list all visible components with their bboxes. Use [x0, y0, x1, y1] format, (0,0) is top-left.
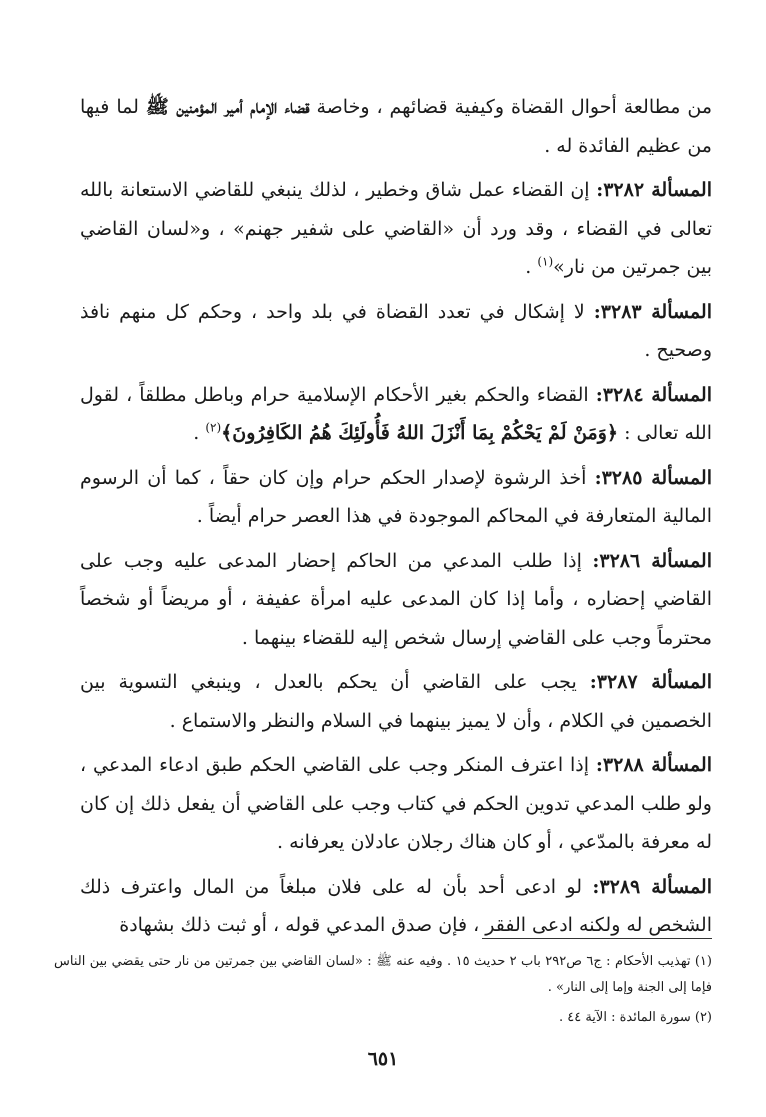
issue-paragraph-3285 [80, 459, 712, 536]
issue-paragraph-3286 [80, 542, 712, 658]
intro-bold-text: قضاء الإمام أمير المؤمنين ﷺ [145, 96, 310, 118]
issue-label: المسألة ٣٢٨٤: [595, 383, 712, 406]
issue-paragraph-3287 [80, 663, 712, 740]
issue-label: المسألة ٣٢٨٩: [592, 875, 712, 898]
issue-text: إن القضاء عمل شاق وخطير ، لذلك ينبغي للقاضي الاستعانة بالله تعالى في القضاء ، وقد ورد أن «القاضي على شفير جهنم» ، و«لسان القاضي بين جمرتين من نار» [80, 179, 712, 278]
intro-paragraph [80, 88, 712, 165]
intro-text: من مطالعة أحوال القضاة وكيفية قضائهم ، وخاصة [309, 96, 712, 118]
issue-punct: . [193, 422, 206, 444]
footnote-2: (٢) سورة المائدة : الآية ٤٤ . [558, 1010, 712, 1025]
footnote-divider [482, 938, 712, 939]
issue-label: المسألة ٣٢٨٣: [593, 300, 712, 323]
issue-text: أخذ الرشوة لإصدار الحكم حرام وإن كان حقاً ، كما أن الرسوم المالية المتعارفة في المحاكم الموجودة في هذا العصر حرام أيضاً . [80, 466, 712, 527]
issue-text: لا إشكال في تعدد القضاة في بلد واحد ، وحكم كل منهم نافذ وصحيح . [80, 300, 712, 361]
issue-text: إذا اعترف المنكر وجب على القاضي الحكم طبق ادعاء المدعي ، ولو طلب المدعي تدوين الحكم في كتاب وجب على القاضي أن يفعل ذلك إن كان له معرفة بالمدّعي ، أو كان هناك رجلان عادلان يعرفانه . [80, 754, 712, 853]
intro-rest-text: لما فيها من عظيم الفائدة له . [80, 96, 712, 157]
issue-paragraph-3288 [80, 746, 712, 862]
issue-paragraph-3289 [80, 868, 712, 945]
footnotes [54, 938, 712, 1035]
issue-paragraph-3283 [80, 293, 712, 370]
body-text [80, 88, 712, 945]
issue-label: المسألة ٣٢٨٨: [595, 754, 712, 776]
issue-text: القضاء والحكم بغير الأحكام الإسلامية حرام وباطل مطلقاً ، لقول الله تعالى : [80, 383, 712, 444]
issue-label: المسألة ٣٢٨٥: [594, 466, 712, 489]
issue-paragraph-3284 [80, 376, 712, 453]
quran-verse: ﴿وَمَنْ لَمْ يَحْكُمْ بِمَا أَنْزَلَ اللهُ فَأُولَئِكَ هُمُ الكَافِرُونَ﴾ [221, 422, 619, 444]
issue-paragraph-3282 [80, 171, 712, 287]
issue-text: يجب على القاضي أن يحكم بالعدل ، وينبغي التسوية بين الخصمين في الكلام ، وأن لا يميز بينهما في السلام والنظر والاستماع . [80, 671, 712, 732]
issue-punct: . [525, 256, 538, 278]
issue-label: المسألة ٣٢٨٧: [589, 671, 712, 693]
footnote-ref: (١) [537, 254, 554, 269]
issue-text: إذا طلب المدعي من الحاكم إحضار المدعى عليه وجب على القاضي إحضاره ، وأما إذا كان المدعى عليه امرأة عفيفة ، أو مريضاً أو شخصاً محترماً وجب على القاضي إرسال شخص إليه للقضاء بينهما . [80, 549, 712, 649]
footnote-1: (١) تهذيب الأحكام : ج٦ ص٢٩٢ باب ٢ حديث ١٥ . وفيه عنه ﷺ : «لسان القاضي بين جمرتين من نار حتى يقضي بين الناس فإما إلى الجنة وإما إلى النار» . [54, 954, 712, 995]
page-number: ٦٥١ [367, 1048, 399, 1070]
issue-text: لو ادعى أحد بأن له على فلان مبلغاً من المال واعترف ذلك الشخص له ولكنه ادعى الفقر ، فإن صدق المدعي قوله ، أو ثبت ذلك بشهادة [80, 875, 712, 936]
footnote-ref: (٢) [205, 420, 222, 435]
issue-label: المسألة ٣٢٨٦: [592, 549, 712, 572]
issue-label: المسألة ٣٢٨٢: [596, 179, 713, 201]
